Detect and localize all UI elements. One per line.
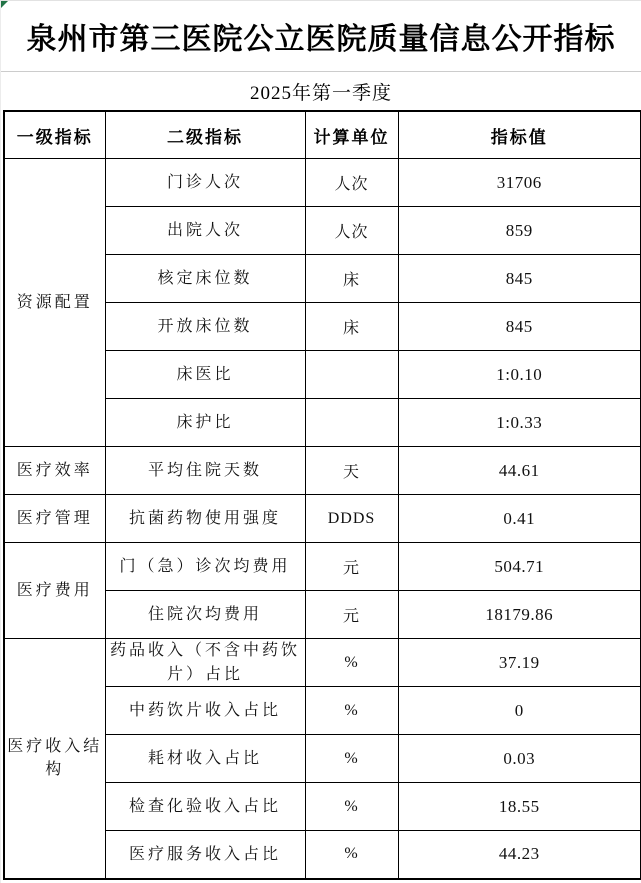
indicator-name-cell: 门（急）诊次均费用 [105,543,305,591]
subtitle-block [1,72,641,110]
indicator-name-cell: 开放床位数 [105,303,305,351]
indicator-name-cell: 住院次均费用 [105,591,305,639]
unit-cell: 人次 [305,159,398,207]
indicator-name-cell: 平均住院天数 [105,447,305,495]
title-block [1,1,641,72]
unit-cell: 天 [305,447,398,495]
category-cell: 医疗效率 [4,447,105,495]
value-cell: 845 [398,255,641,303]
value-cell: 504.71 [398,543,641,591]
indicator-name-cell: 检查化验收入占比 [105,783,305,831]
unit-cell [305,399,398,447]
table-row [4,543,641,591]
indicator-name-cell: 中药饮片收入占比 [105,687,305,735]
header-indicator-value: 指标值 [398,111,641,159]
category-cell: 医疗收入结构 [4,639,105,879]
unit-cell: 元 [305,543,398,591]
unit-cell: % [305,687,398,735]
value-cell: 18179.86 [398,591,641,639]
header-level2-indicator: 二级指标 [105,111,305,159]
value-cell: 859 [398,207,641,255]
table-row [4,447,641,495]
indicator-name-cell: 门诊人次 [105,159,305,207]
table-row [4,495,641,543]
value-cell: 0.03 [398,735,641,783]
unit-cell: % [305,735,398,783]
indicator-name-cell: 医疗服务收入占比 [105,831,305,879]
value-cell: 0 [398,687,641,735]
value-cell: 0.41 [398,495,641,543]
indicator-name-cell: 耗材收入占比 [105,735,305,783]
unit-cell: % [305,783,398,831]
category-cell: 医疗费用 [4,543,105,639]
category-cell: 医疗管理 [4,495,105,543]
header-row [4,111,641,159]
value-cell: 31706 [398,159,641,207]
report-period: 2025年第一季度 [249,82,392,104]
table-row [4,639,641,687]
unit-cell: DDDS [305,495,398,543]
indicator-name-cell: 床护比 [105,399,305,447]
unit-cell: 床 [305,303,398,351]
unit-cell: 人次 [305,207,398,255]
unit-cell: 元 [305,591,398,639]
unit-cell: % [305,639,398,687]
unit-cell: % [305,831,398,879]
value-cell: 44.61 [398,447,641,495]
value-cell: 37.19 [398,639,641,687]
value-cell: 1:0.33 [398,399,641,447]
header-calc-unit: 计算单位 [305,111,398,159]
unit-cell: 床 [305,255,398,303]
indicator-table [3,110,641,880]
indicator-name-cell: 床医比 [105,351,305,399]
spreadsheet-corner-marker-icon [1,1,8,8]
indicator-name-cell: 药品收入（不含中药饮片）占比 [105,639,305,687]
category-cell: 资源配置 [4,159,105,447]
table-header [4,111,641,159]
value-cell: 1:0.10 [398,351,641,399]
unit-cell [305,351,398,399]
value-cell: 44.23 [398,831,641,879]
value-cell: 845 [398,303,641,351]
indicator-name-cell: 核定床位数 [105,255,305,303]
header-level1-indicator: 一级指标 [4,111,105,159]
indicator-name-cell: 抗菌药物使用强度 [105,495,305,543]
table-row [4,159,641,207]
indicator-name-cell: 出院人次 [105,207,305,255]
table-body [4,159,641,879]
page-title: 泉州市第三医院公立医院质量信息公开指标 [26,23,616,56]
value-cell: 18.55 [398,783,641,831]
